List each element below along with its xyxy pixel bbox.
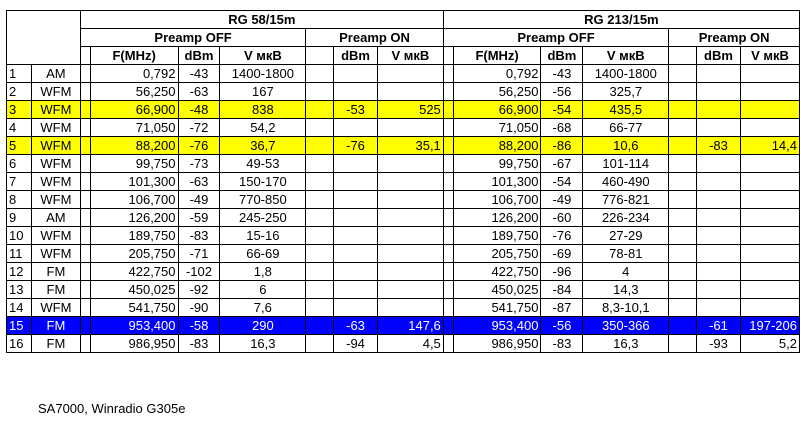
dbm-cell: -83 [697,137,741,155]
modulation-cell: WFM [31,245,80,263]
dbm-cell: -83 [178,227,220,245]
freq-cell: 56,250 [453,83,541,101]
spacer-cell [443,191,453,209]
spacer-cell [669,299,697,317]
dbm-cell: -63 [178,83,220,101]
dbm-cell: -43 [178,65,220,83]
spacer-cell [306,281,334,299]
modulation-cell: AM [31,65,80,83]
uv-cell: 6 [220,281,306,299]
modulation-cell: FM [31,335,80,353]
dbm-cell: -72 [178,119,220,137]
spacer-cell [306,137,334,155]
spacer-cell [80,65,90,83]
dbm-cell [697,83,741,101]
dbm-cell [697,65,741,83]
uv-cell: 78-81 [583,245,669,263]
spacer-cell [443,155,453,173]
dbm-cell: -58 [178,317,220,335]
uv-cell: 1400-1800 [583,65,669,83]
table-row [7,317,800,335]
dbm-cell: -87 [541,299,583,317]
dbm-cell: -54 [541,101,583,119]
freq-cell: 88,200 [453,137,541,155]
dbm-cell [697,173,741,191]
spacer-cell [306,263,334,281]
dbm-cell: -63 [178,173,220,191]
dbm-cell [697,245,741,263]
table-row [7,299,800,317]
spacer-cell [80,137,90,155]
freq-cell: 126,200 [90,209,178,227]
spacer-cell [80,191,90,209]
col-dbm-header: dBm [541,47,583,65]
spacer-cell [80,263,90,281]
spacer-cell [80,317,90,335]
dbm-cell [334,281,378,299]
uv-cell [377,263,443,281]
freq-cell: 422,750 [453,263,541,281]
col-freq-header: F(MHz) [453,47,541,65]
dbm-cell [697,227,741,245]
spacer-cell [80,155,90,173]
spacer-cell [443,317,453,335]
cable-header-row [7,11,800,29]
spacer-cell [80,119,90,137]
dbm-cell: -60 [541,209,583,227]
dbm-cell [334,263,378,281]
spacer-cell [80,83,90,101]
table-row [7,101,800,119]
freq-cell: 106,700 [90,191,178,209]
uv-cell: 776-821 [583,191,669,209]
measurement-table [6,10,800,353]
spacer-cell [669,191,697,209]
uv-cell: 1,8 [220,263,306,281]
row-number-cell: 14 [7,299,32,317]
dbm-cell [334,155,378,173]
spacer-cell [443,281,453,299]
uv-cell [377,299,443,317]
dbm-cell [697,299,741,317]
uv-cell [740,119,799,137]
spacer-cell [80,245,90,263]
freq-cell: 205,750 [90,245,178,263]
preamp-header-row [7,29,800,47]
uv-cell: 15-16 [220,227,306,245]
uv-cell: 460-490 [583,173,669,191]
dbm-cell [334,299,378,317]
freq-cell: 953,400 [453,317,541,335]
dbm-cell: -68 [541,119,583,137]
column-header-row [7,47,800,65]
dbm-cell: -83 [541,335,583,353]
freq-cell: 101,300 [453,173,541,191]
dbm-cell: -43 [541,65,583,83]
dbm-cell: -49 [541,191,583,209]
freq-cell: 450,025 [453,281,541,299]
spacer-cell [669,263,697,281]
freq-cell: 66,900 [90,101,178,119]
spacer-cell [443,299,453,317]
uv-cell: 770-850 [220,191,306,209]
row-number-cell: 15 [7,317,32,335]
dbm-cell: -76 [334,137,378,155]
spacer-cell [80,101,90,119]
dbm-cell: -76 [178,137,220,155]
uv-cell: 66-69 [220,245,306,263]
uv-cell [740,155,799,173]
uv-cell [740,227,799,245]
dbm-cell: -96 [541,263,583,281]
spacer-cell [443,101,453,119]
dbm-cell [697,209,741,227]
spacer-cell [669,245,697,263]
table-row [7,137,800,155]
uv-cell: 147,6 [377,317,443,335]
spacer-cell [306,209,334,227]
col-dbm-header: dBm [334,47,378,65]
freq-cell: 986,950 [90,335,178,353]
dbm-cell [697,155,741,173]
freq-cell: 953,400 [90,317,178,335]
uv-cell: 5,2 [740,335,799,353]
uv-cell: 16,3 [583,335,669,353]
freq-cell: 422,750 [90,263,178,281]
cable-rg58-header: RG 58/15m [80,11,443,29]
modulation-cell: WFM [31,155,80,173]
uv-cell: 4 [583,263,669,281]
spacer-cell [669,317,697,335]
dbm-cell [334,227,378,245]
row-number-cell: 4 [7,119,32,137]
row-number-cell: 16 [7,335,32,353]
spacer-cell [306,245,334,263]
dbm-cell [697,101,741,119]
spacer-cell [443,173,453,191]
spacer-cell [80,299,90,317]
freq-cell: 450,025 [90,281,178,299]
uv-cell [377,281,443,299]
uv-cell: 66-77 [583,119,669,137]
spacer-cell [306,119,334,137]
modulation-cell: WFM [31,101,80,119]
col-dbm-header: dBm [697,47,741,65]
col-dbm-header: dBm [178,47,220,65]
spacer-cell [669,83,697,101]
dbm-cell: -73 [178,155,220,173]
modulation-cell: WFM [31,227,80,245]
footnote: SA7000, Winradio G305e [38,401,186,416]
spacer-cell [306,155,334,173]
freq-cell: 66,900 [453,101,541,119]
spacer-cell [306,173,334,191]
row-number-cell: 5 [7,137,32,155]
spacer-cell [443,137,453,155]
freq-cell: 189,750 [90,227,178,245]
dbm-cell: -90 [178,299,220,317]
uv-cell: 350-366 [583,317,669,335]
modulation-cell: WFM [31,137,80,155]
dbm-cell [334,65,378,83]
spacer-cell [669,227,697,245]
dbm-cell: -53 [334,101,378,119]
uv-cell [377,227,443,245]
cable-rg213-header: RG 213/15m [443,11,799,29]
freq-cell: 88,200 [90,137,178,155]
dbm-cell: -93 [697,335,741,353]
spacer-cell [306,227,334,245]
uv-cell: 1400-1800 [220,65,306,83]
uv-cell: 150-170 [220,173,306,191]
uv-cell: 435,5 [583,101,669,119]
row-number-cell: 3 [7,101,32,119]
uv-cell: 245-250 [220,209,306,227]
uv-cell [740,281,799,299]
dbm-cell: -63 [334,317,378,335]
freq-cell: 0,792 [453,65,541,83]
dbm-cell [334,209,378,227]
uv-cell [377,119,443,137]
spacer-cell [443,65,453,83]
uv-cell [740,245,799,263]
freq-cell: 0,792 [90,65,178,83]
dbm-cell: -67 [541,155,583,173]
spacer-cell [306,65,334,83]
table-row [7,83,800,101]
col-uv-header: V мкВ [583,47,669,65]
uv-cell [740,65,799,83]
spacer-cell [669,65,697,83]
dbm-cell: -92 [178,281,220,299]
spacer-cell [306,317,334,335]
row-number-cell: 1 [7,65,32,83]
modulation-cell: WFM [31,173,80,191]
freq-cell: 986,950 [453,335,541,353]
dbm-cell: -69 [541,245,583,263]
modulation-cell: FM [31,263,80,281]
dbm-cell: -48 [178,101,220,119]
uv-cell [740,101,799,119]
uv-cell [740,173,799,191]
uv-cell: 167 [220,83,306,101]
spacer-cell [80,227,90,245]
spacer-cell [443,209,453,227]
spacer-cell [306,335,334,353]
rg213-preamp-on-header: Preamp ON [669,29,800,47]
freq-cell: 541,750 [90,299,178,317]
dbm-cell: -56 [541,83,583,101]
spacer-cell [443,83,453,101]
col-uv-header: V мкВ [377,47,443,65]
spacer-cell [306,101,334,119]
uv-cell: 36,7 [220,137,306,155]
uv-cell [377,83,443,101]
dbm-cell: -49 [178,191,220,209]
modulation-cell: WFM [31,119,80,137]
uv-cell [377,245,443,263]
spacer-cell [306,299,334,317]
uv-cell [377,191,443,209]
table-row [7,65,800,83]
row-number-cell: 8 [7,191,32,209]
dbm-cell [334,83,378,101]
spacer-cell [443,335,453,353]
modulation-cell: WFM [31,299,80,317]
dbm-cell [697,281,741,299]
dbm-cell: -102 [178,263,220,281]
dbm-cell: -83 [178,335,220,353]
spacer-cell [669,155,697,173]
dbm-cell: -86 [541,137,583,155]
spacer-cell [669,335,697,353]
spacer-cell [80,335,90,353]
freq-cell: 205,750 [453,245,541,263]
table-row [7,335,800,353]
uv-cell [740,209,799,227]
spacer-cell [443,245,453,263]
table-row [7,119,800,137]
uv-cell [740,191,799,209]
spacer-cell [306,83,334,101]
uv-cell [377,173,443,191]
uv-cell: 197-206 [740,317,799,335]
dbm-cell [697,263,741,281]
uv-cell: 838 [220,101,306,119]
row-number-cell: 13 [7,281,32,299]
uv-cell: 8,3-10,1 [583,299,669,317]
uv-cell [740,83,799,101]
freq-cell: 189,750 [453,227,541,245]
table-row [7,209,800,227]
col-uv-header: V мкВ [220,47,306,65]
uv-cell: 10,6 [583,137,669,155]
table-row [7,227,800,245]
uv-cell [377,209,443,227]
freq-cell: 99,750 [453,155,541,173]
spacer-cell [669,101,697,119]
row-number-cell: 10 [7,227,32,245]
col-uv-header: V мкВ [740,47,799,65]
row-number-cell: 12 [7,263,32,281]
freq-cell: 56,250 [90,83,178,101]
uv-cell: 35,1 [377,137,443,155]
spacer-cell [669,137,697,155]
uv-cell: 525 [377,101,443,119]
dbm-cell [334,245,378,263]
modulation-cell: WFM [31,191,80,209]
dbm-cell: -71 [178,245,220,263]
freq-cell: 99,750 [90,155,178,173]
spacer-cell [80,281,90,299]
dbm-cell: -61 [697,317,741,335]
row-number-cell: 7 [7,173,32,191]
table-row [7,263,800,281]
dbm-cell [697,191,741,209]
spacer-cell [443,119,453,137]
rg58-preamp-on-header: Preamp ON [306,29,444,47]
table-row [7,191,800,209]
freq-cell: 541,750 [453,299,541,317]
uv-cell: 27-29 [583,227,669,245]
modulation-cell: FM [31,281,80,299]
table-row [7,281,800,299]
row-number-cell: 2 [7,83,32,101]
freq-cell: 106,700 [453,191,541,209]
spacer-cell [669,119,697,137]
corner-cell [7,11,81,65]
freq-cell: 126,200 [453,209,541,227]
spacer-cell [669,209,697,227]
uv-cell: 14,4 [740,137,799,155]
uv-cell: 54,2 [220,119,306,137]
spacer-cell [80,209,90,227]
dbm-cell [334,119,378,137]
uv-cell: 4,5 [377,335,443,353]
row-number-cell: 6 [7,155,32,173]
modulation-cell: AM [31,209,80,227]
spacer-cell [669,281,697,299]
dbm-cell [334,173,378,191]
uv-cell: 325,7 [583,83,669,101]
dbm-cell [334,191,378,209]
row-number-cell: 11 [7,245,32,263]
freq-cell: 71,050 [90,119,178,137]
dbm-cell: -84 [541,281,583,299]
dbm-cell [697,119,741,137]
dbm-cell: -56 [541,317,583,335]
uv-cell: 101-114 [583,155,669,173]
uv-cell: 7,6 [220,299,306,317]
uv-cell: 290 [220,317,306,335]
spacer-cell [669,173,697,191]
col-freq-header: F(MHz) [90,47,178,65]
uv-cell: 226-234 [583,209,669,227]
table-row [7,155,800,173]
uv-cell [377,155,443,173]
rg213-preamp-off-header: Preamp OFF [443,29,668,47]
row-number-cell: 9 [7,209,32,227]
dbm-cell: -76 [541,227,583,245]
dbm-cell: -59 [178,209,220,227]
uv-cell: 14,3 [583,281,669,299]
uv-cell [740,299,799,317]
uv-cell: 49-53 [220,155,306,173]
freq-cell: 101,300 [90,173,178,191]
spacer-cell [80,173,90,191]
dbm-cell: -94 [334,335,378,353]
uv-cell [740,263,799,281]
freq-cell: 71,050 [453,119,541,137]
uv-cell [377,65,443,83]
spacer-cell [306,191,334,209]
dbm-cell: -54 [541,173,583,191]
modulation-cell: FM [31,317,80,335]
table-row [7,173,800,191]
spacer-cell [443,263,453,281]
uv-cell: 16,3 [220,335,306,353]
modulation-cell: WFM [31,83,80,101]
rg58-preamp-off-header: Preamp OFF [80,29,305,47]
spacer-cell [443,227,453,245]
table-row [7,245,800,263]
